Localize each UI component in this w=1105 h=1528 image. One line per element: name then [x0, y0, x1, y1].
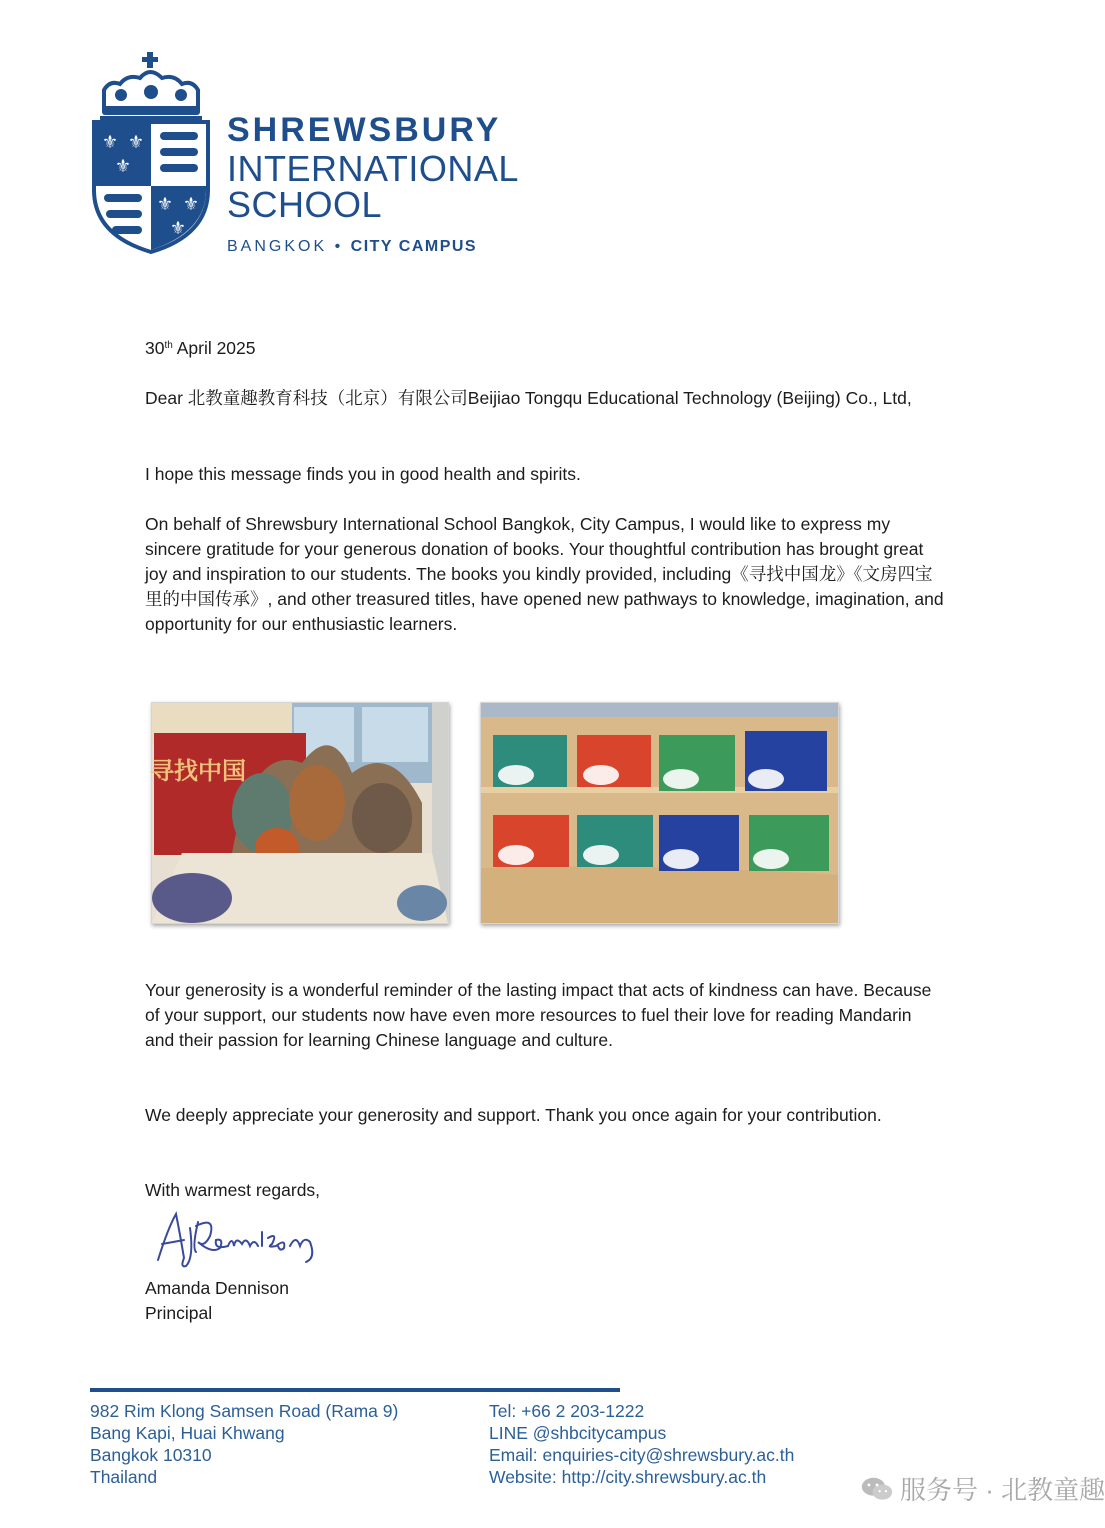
logo-separator: • — [334, 238, 344, 255]
signer-block — [145, 1276, 945, 1326]
logo-campus-line — [227, 238, 477, 256]
footer-contact — [489, 1400, 794, 1488]
footer-address — [90, 1400, 398, 1488]
svg-text:⚜: ⚜ — [182, 194, 200, 215]
svg-text:⚜: ⚜ — [156, 194, 174, 215]
address-line: Bang Kapi, Huai Khwang — [90, 1423, 285, 1443]
letter-date — [145, 336, 945, 361]
watermark-text: 服务号 · 北教童趣 — [900, 1475, 1105, 1505]
logo-city: BANGKOK — [227, 238, 328, 255]
wechat-watermark — [860, 1470, 1105, 1507]
svg-text:⚜: ⚜ — [169, 218, 187, 239]
photo-bookshelf-display — [480, 702, 839, 924]
date-day: 30 — [145, 338, 165, 358]
date-suffix: th — [164, 340, 173, 351]
footer-divider — [90, 1388, 620, 1392]
signer-name: Amanda Dennison — [145, 1278, 289, 1298]
svg-text:⚜: ⚜ — [127, 132, 145, 153]
address-line: 982 Rim Klong Samsen Road (Rama 9) — [90, 1401, 399, 1421]
letter-closing: With warmest regards, — [145, 1180, 321, 1200]
contact-tel: Tel: +66 2 203-1222 — [489, 1401, 645, 1421]
logo-school-name-line1: SHREWSBURY — [227, 111, 502, 149]
address-line: Thailand — [90, 1467, 158, 1487]
letter-paragraph: On behalf of Shrewsbury International School Bangkok, City Campus, I would like to express my sincere gratitude for your generous donation of books. Your thoughtful contribution has brought great joy and inspiration to our students. The books you kindly provided, including《寻找中国龙》《文房四宝里的中国传承》, and other treasured titles, have opened new pathways to knowledge, imagination, and opportunity for our enthusiastic learners. — [145, 514, 944, 634]
contact-email[interactable]: Email: enquiries-city@shrewsbury.ac.th — [489, 1445, 795, 1465]
svg-text:⚜: ⚜ — [101, 132, 119, 153]
address-line: Bangkok 10310 — [90, 1445, 212, 1465]
svg-text:⚜: ⚜ — [114, 156, 132, 177]
date-month-year: April 2025 — [172, 338, 256, 358]
letter-paragraph: I hope this message finds you in good health and spirits. — [145, 464, 581, 484]
contact-website[interactable]: Website: http://city.shrewsbury.ac.th — [489, 1467, 767, 1487]
school-crest-logo — [90, 50, 212, 255]
letter-paragraph: Your generosity is a wonderful reminder of the lasting impact that acts of kindness can have. Because of your support, our students now have even more resources to fuel their love for reading Mandarin and their passion for learning Chinese language and culture. — [145, 980, 932, 1050]
handwritten-signature — [150, 1208, 325, 1270]
pop-up-book-image — [152, 703, 448, 923]
logo-campus: CITY CAMPUS — [350, 238, 478, 255]
letter-paragraph: We deeply appreciate your generosity and support. Thank you once again for your contribution. — [145, 1105, 882, 1125]
contact-line: LINE @shbcitycampus — [489, 1423, 667, 1443]
bookshelf-image — [481, 703, 838, 923]
signer-title: Principal — [145, 1303, 213, 1323]
logo-school-name-line3: SCHOOL — [227, 184, 383, 225]
photo-pop-up-dragon-book — [151, 702, 449, 924]
logo-school-name-line2: INTERNATIONAL — [227, 148, 519, 189]
wechat-icon — [860, 1475, 894, 1502]
letter-salutation: Dear 北教童趣教育科技（北京）有限公司Beijiao Tongqu Educational Technology (Beijing) Co., Ltd, — [145, 388, 912, 408]
photo-1-cover-text: 寻找中国 — [150, 756, 246, 785]
